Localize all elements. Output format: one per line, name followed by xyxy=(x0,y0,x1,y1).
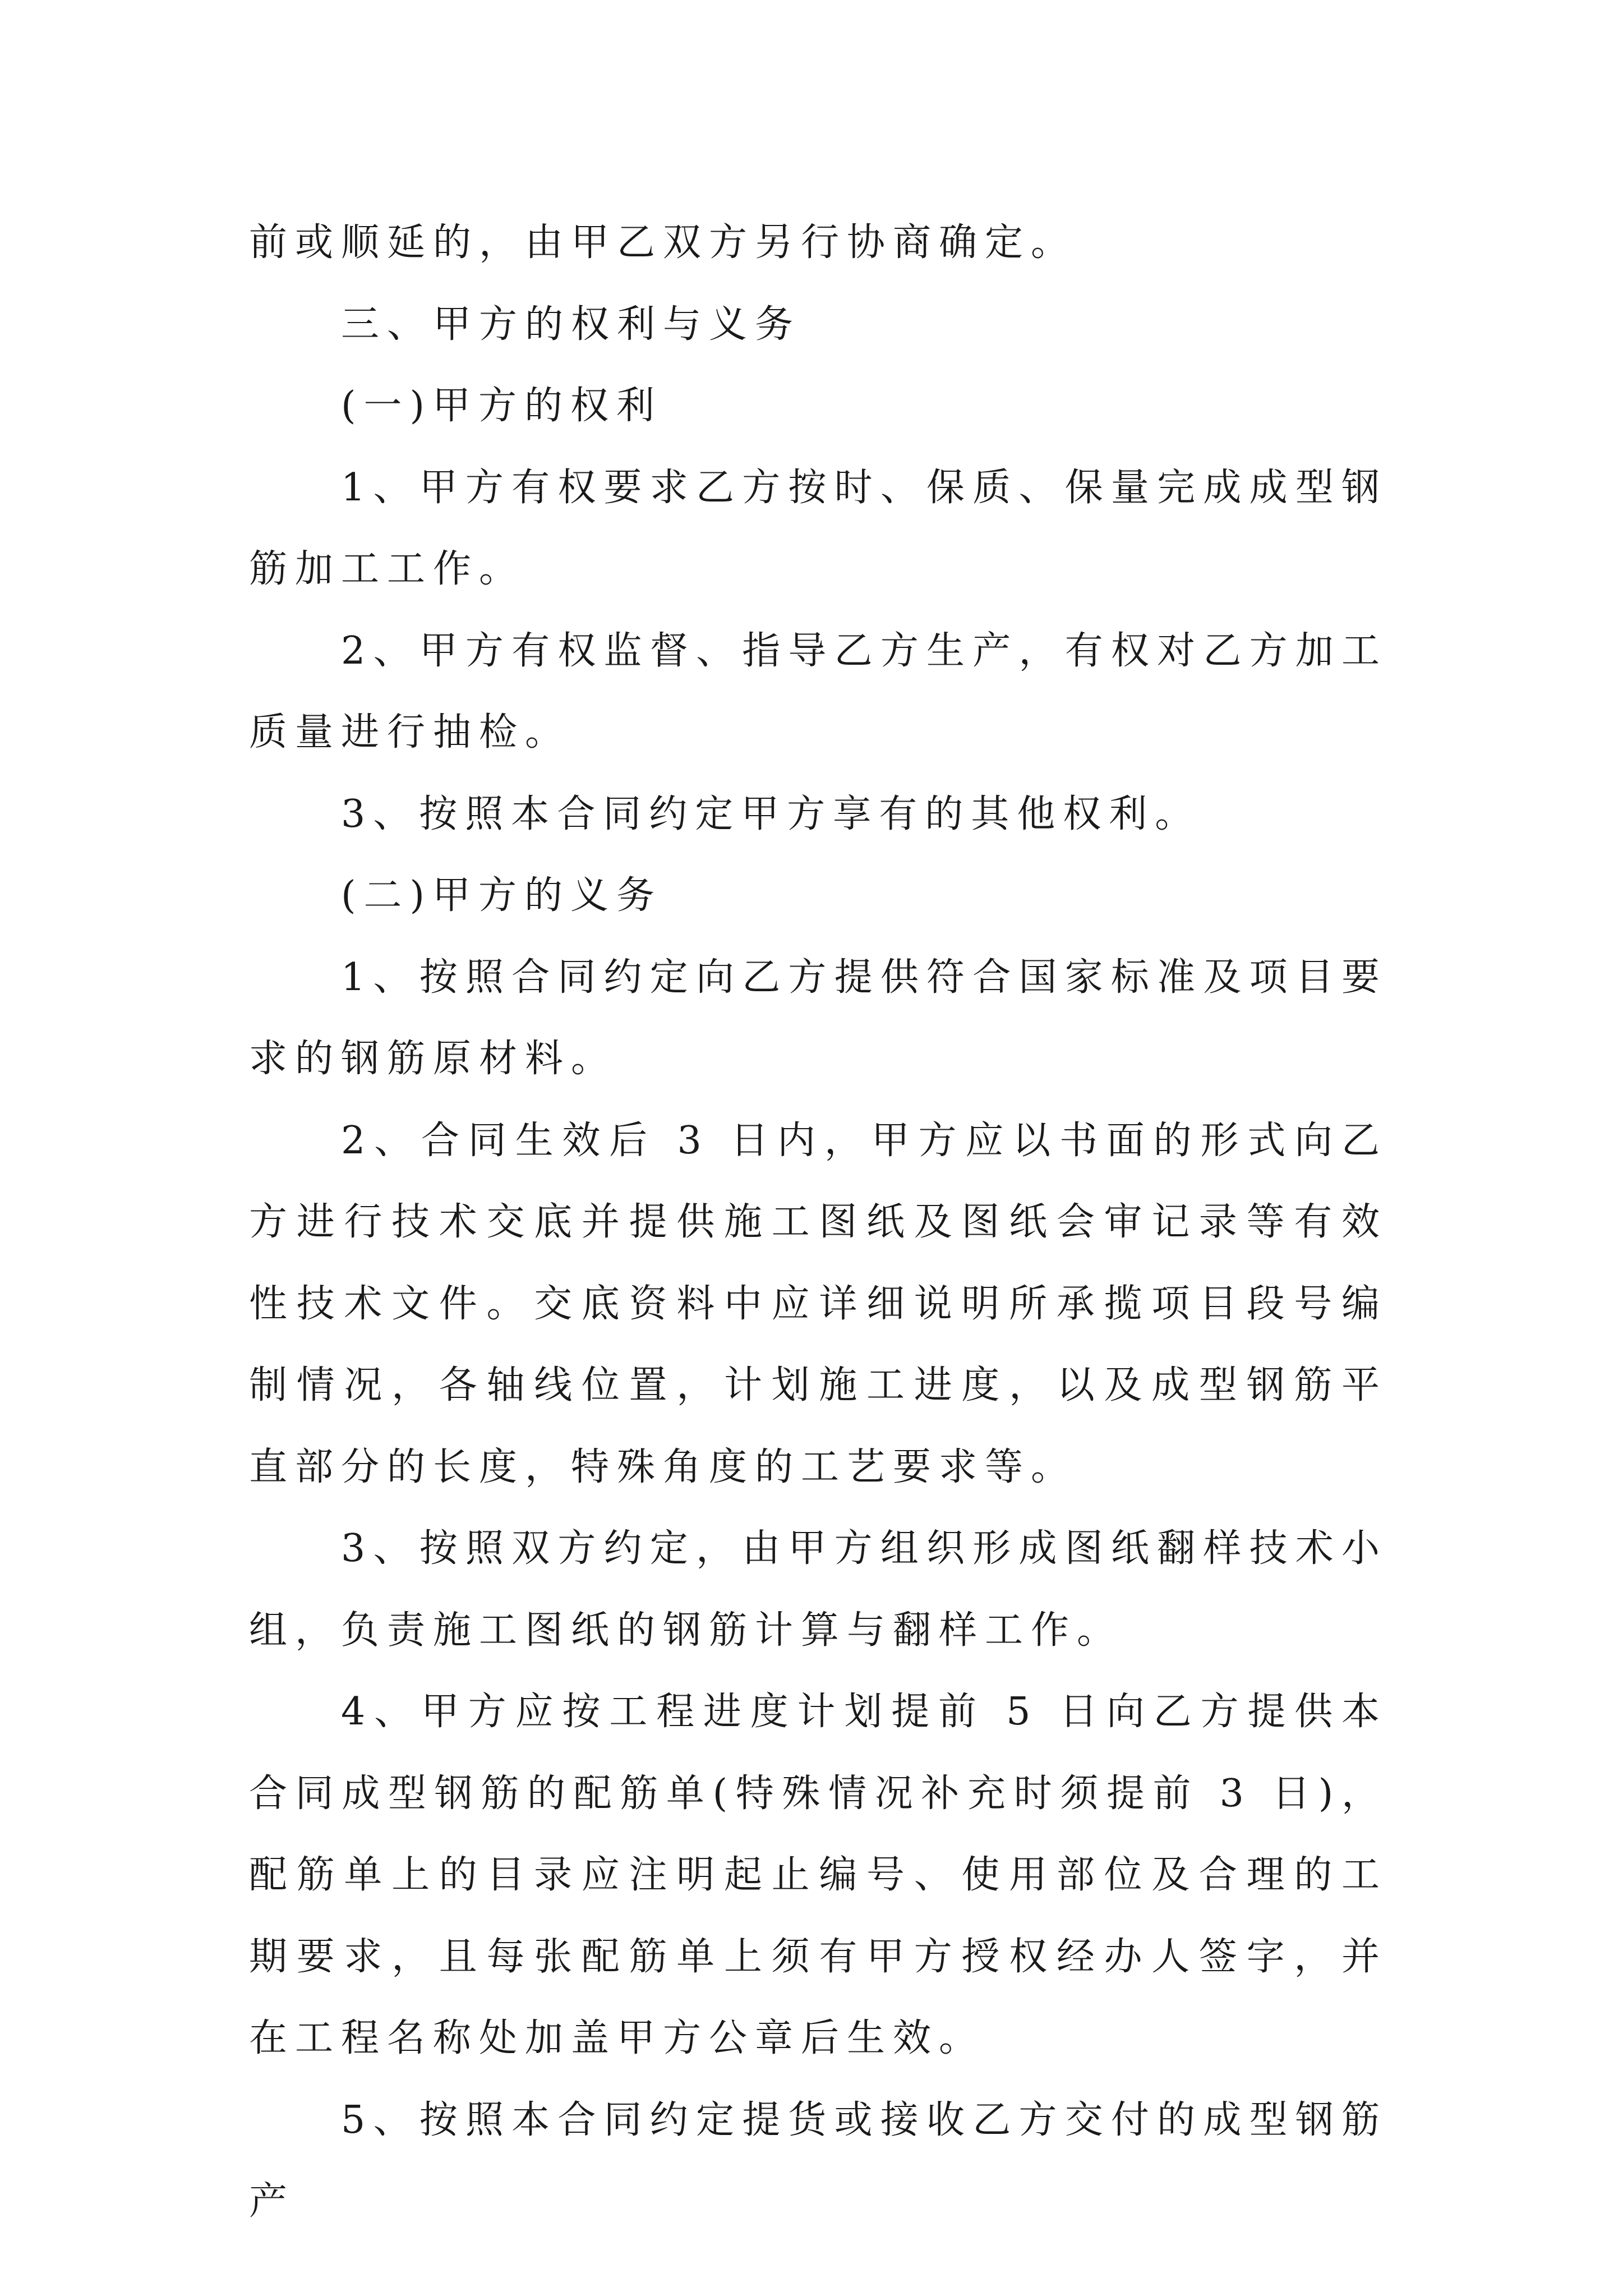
paragraph-obligations-item-3: 3、按照双方约定，由甲方组织形成图纸翻样技术小组，负责施工图纸的钢筋计算与翻样工作。 xyxy=(249,1526,1387,1653)
paragraph-rights-item-2: 2、甲方有权监督、指导乙方生产，有权对乙方加工质量进行抽检。 xyxy=(249,628,1387,754)
subsection-heading-party-a-rights: (一)甲方的权利 xyxy=(341,384,663,428)
document-body xyxy=(249,202,1387,2243)
paragraph-obligations-item-4: 4、甲方应按工程进度计划提前 5 日向乙方提供本合同成型钢筋的配筋单(特殊情况补充时须提前 3 日)，配筋单上的目录应注明起止编号、使用部位及合理的工期要求，且每张配筋单上须有甲方授权经办人签字，并在工程名称处加盖甲方公章后生效。 xyxy=(249,1690,1387,2060)
paragraph-rights-item-1: 1、甲方有权要求乙方按时、保质、保量完成成型钢筋加工工作。 xyxy=(249,465,1387,591)
paragraph-obligations-item-1: 1、按照合同约定向乙方提供符合国家标准及项目要求的钢筋原材料。 xyxy=(249,955,1387,1081)
section-heading-party-a-rights-obligations: 三、甲方的权利与义务 xyxy=(341,302,801,347)
subsection-heading-party-a-obligations: (二)甲方的义务 xyxy=(341,873,663,918)
paragraph-rights-item-3: 3、按照本合同约定甲方享有的其他权利。 xyxy=(341,792,1201,836)
paragraph-continuation: 前或顺延的，由甲乙双方另行协商确定。 xyxy=(249,220,1077,265)
paragraph-obligations-item-2: 2、合同生效后 3 日内，甲方应以书面的形式向乙方进行技术交底并提供施工图纸及图纸会审记录等有效性技术文件。交底资料中应详细说明所承揽项目段号编制情况，各轴线位置，计划施工进度，以及成型钢筋平直部分的长度，特殊角度的工艺要求等。 xyxy=(249,1118,1387,1489)
paragraph-obligations-item-5: 5、按照本合同约定提货或接收乙方交付的成型钢筋产 xyxy=(249,2097,1387,2224)
